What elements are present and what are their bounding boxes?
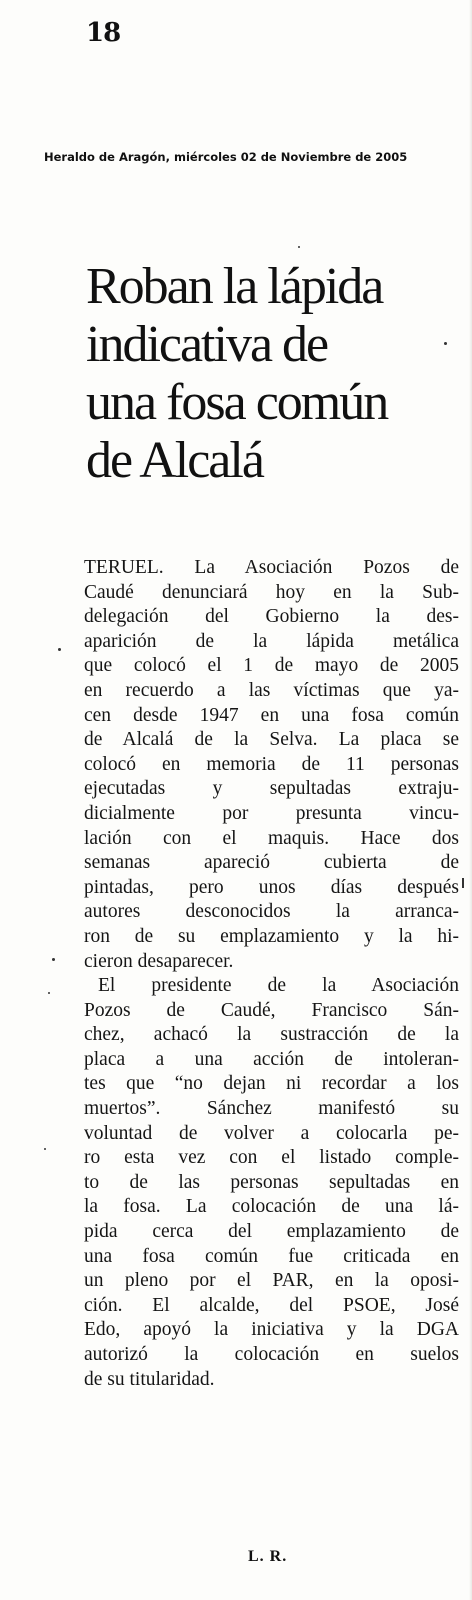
article-line: Pozos de Caudé, Francisco Sán- xyxy=(84,999,459,1021)
article-line: cen desde 1947 en una fosa común xyxy=(84,704,459,726)
page-number: 18 xyxy=(86,18,121,48)
headline-line: de Alcalá xyxy=(86,432,263,489)
article-line: semanas apareció cubierta de xyxy=(84,852,459,874)
article-line: de Alcalá de la Selva. La placa se xyxy=(84,729,459,751)
article-line: colocó en memoria de 11 personas xyxy=(84,753,459,775)
scan-speck xyxy=(48,992,50,994)
headline-line: una fosa común xyxy=(86,374,388,431)
scan-speck xyxy=(58,648,61,651)
article-line: pida cerca del emplazamiento de xyxy=(84,1221,459,1243)
article-line: voluntad de volver a colocarla pe- xyxy=(84,1122,459,1144)
headline xyxy=(86,258,466,490)
article-line: ción. El alcalde, del PSOE, José xyxy=(84,1294,459,1316)
article-line: ron de su emplazamiento y la hi- xyxy=(84,925,459,947)
article-line: cieron desaparecer. xyxy=(84,950,234,972)
article-line: una fosa común fue criticada en xyxy=(84,1245,459,1267)
scan-speck xyxy=(298,246,300,248)
article-line: placa a una acción de intoleran- xyxy=(84,1048,459,1070)
scan-speck xyxy=(44,1148,46,1150)
article-line: lación con el maquis. Hace dos xyxy=(84,827,459,849)
scan-speck xyxy=(444,342,447,345)
scan-speck xyxy=(52,958,55,961)
article-line: muertos”. Sánchez manifestó su xyxy=(84,1098,459,1120)
article-line: ro esta vez con el listado comple- xyxy=(84,1147,459,1169)
headline-line: Roban la lápida xyxy=(86,258,383,315)
article-line: aparición de la lápida metálica xyxy=(84,630,459,652)
author-initials: L. R. xyxy=(248,1548,288,1565)
article-line: un pleno por el PAR, en la oposi- xyxy=(84,1270,459,1292)
article-line: TERUEL. La Asociación Pozos de xyxy=(84,557,459,578)
article-line: Edo, apoyó la iniciativa y la DGA xyxy=(84,1319,459,1341)
scan-speck xyxy=(462,878,464,888)
article-line: en recuerdo a las víctimas que ya- xyxy=(84,679,459,701)
article-line: ejecutadas y sepultadas extraju- xyxy=(84,778,459,800)
article-line: autores desconocidos la arranca- xyxy=(84,901,459,923)
article-body xyxy=(84,556,459,1392)
article-line: autorizó la colocación en suelos xyxy=(84,1344,459,1365)
article-line: chez, achacó la sustracción de la xyxy=(84,1024,459,1046)
article-line: la fosa. La colocación de una lá- xyxy=(84,1196,459,1218)
article-line: Caudé denunciará hoy en la Sub- xyxy=(84,581,459,603)
article-line: de su titularidad. xyxy=(84,1368,215,1390)
article-line: tes que “no dejan ni recordar a los xyxy=(84,1073,459,1095)
article-line: El presidente de la Asociación xyxy=(98,975,459,997)
article-line: dicialmente por presunta vincu- xyxy=(84,802,459,824)
article-line: delegación del Gobierno la des- xyxy=(84,606,459,628)
article-line: que colocó el 1 de mayo de 2005 xyxy=(84,655,459,677)
article-line: to de las personas sepultadas en xyxy=(84,1171,459,1193)
source-line: Heraldo de Aragón, miércoles 02 de Noviembre de 2005 xyxy=(44,150,408,164)
headline-line: indicativa de xyxy=(86,316,328,373)
article-line: pintadas, pero unos días después xyxy=(84,876,459,898)
